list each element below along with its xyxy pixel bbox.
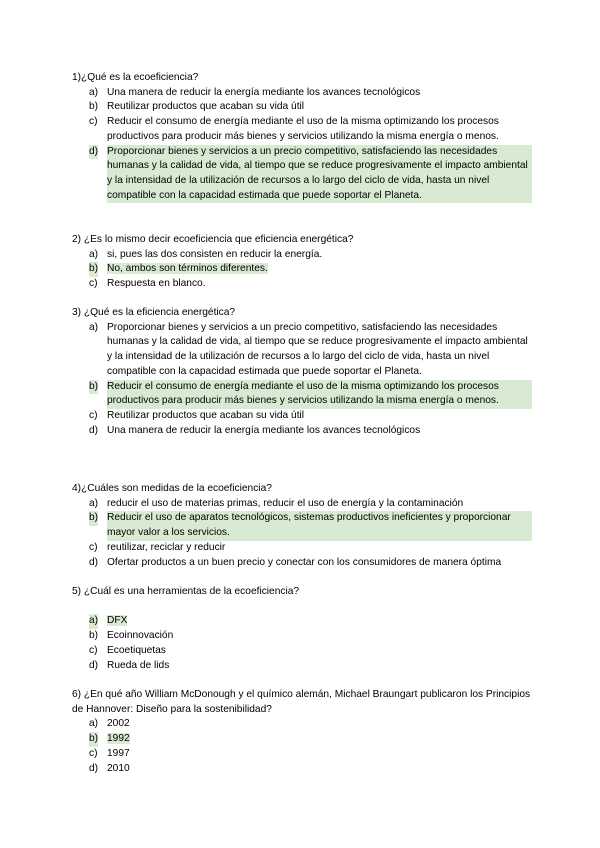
option-a: a) Proporcionar bienes y servicios a un precio competitivo, satisfaciendo las necesidades humanas y la calidad de vida, al tiempo que se reduce progresivamente el impacto ambiental y la intensidad de la utilización de recursos a lo largo del ciclo de vida, hasta un nivel compatible con la capacidad estimada que puede soportar el Planeta.	[89, 321, 528, 377]
question-text: 4)¿Cuáles son medidas de la ecoeficiencia?	[72, 483, 272, 494]
option-b: b) Reutilizar productos que acaban su vida útil	[89, 101, 305, 113]
option-d-highlighted: d) Proporcionar bienes y servicios a un precio competitivo, satisfaciendo las necesidades humanas y la calidad de vida, al tiempo que se reduce progresivamente el impacto ambiental y la intensidad de la utilización de recursos a lo largo del ciclo de vida, hasta un nivel compatible con la capacidad estimada que puede soportar el Planeta.	[72, 145, 532, 204]
option-c: c) Reutilizar productos que acaban su vida útil	[89, 409, 305, 421]
option-a: a) reducir el uso de materias primas, reducir el uso de energía y la contaminación	[89, 497, 464, 509]
option-c: c) Reducir el consumo de energía mediante el uso de la misma optimizando los procesos productivos para producir más bienes y servicios utilizando la misma energía o menos.	[89, 116, 499, 142]
option-list	[72, 497, 532, 571]
option-a-highlighted: a) DFX	[72, 614, 532, 629]
option-a: a) si, pues las dos consisten en reducir la energía.	[89, 248, 323, 260]
option-list	[72, 248, 532, 292]
question-4	[72, 482, 532, 570]
question-text: 1)¿Qué es la ecoeficiencia?	[72, 72, 199, 83]
option-list	[72, 717, 532, 776]
option-b-highlighted: b) No, ambos son términos diferentes.	[72, 262, 532, 277]
option-d: d) Una manera de reducir la energía mediante los avances tecnológicos	[89, 424, 421, 436]
question-text: 3) ¿Qué es la eficiencia energética?	[72, 307, 236, 318]
option-a: a) 2002	[89, 718, 130, 730]
option-list	[72, 86, 532, 204]
question-3	[72, 306, 532, 438]
question-text: 6) ¿En qué año William McDonough y el químico alemán, Michael Braungart publicaron los Principios de Hannover: Diseño para la sostenibilidad?	[72, 689, 531, 715]
option-d: d) 2010	[89, 762, 130, 774]
option-c: c) reutilizar, reciclar y reducir	[89, 541, 226, 553]
option-c: c) Ecoetiquetas	[89, 644, 166, 656]
question-2	[72, 233, 532, 292]
option-b: b) Ecoinnovación	[89, 630, 174, 642]
question-1	[72, 71, 532, 203]
question-text: 2) ¿Es lo mismo decir ecoeficiencia que eficiencia energética?	[72, 234, 354, 245]
option-list	[72, 321, 532, 439]
blank-line	[72, 600, 532, 615]
option-d: d) Ofertar productos a un buen precio y conectar con los consumidores de manera óptima	[89, 556, 502, 568]
option-b-highlighted: b) 1992	[72, 732, 532, 747]
option-b-highlighted: b) Reducir el uso de aparatos tecnológicos, sistemas productivos ineficientes y proporcionar mayor valor a los servicios.	[72, 511, 532, 540]
question-5	[72, 585, 532, 673]
option-c: c) 1997	[89, 747, 130, 759]
option-list	[72, 614, 532, 673]
option-d: d) Rueda de lids	[89, 659, 170, 671]
option-c: c) Respuesta en blanco.	[89, 278, 206, 290]
option-b-highlighted: b) Reducir el consumo de energía mediante el uso de la misma optimizando los procesos productivos para producir más bienes y servicios utilizando la misma energía o menos.	[72, 380, 532, 409]
option-a: a) Una manera de reducir la energía mediante los avances tecnológicos	[89, 86, 421, 98]
question-text: 5) ¿Cuál es una herramientas de la ecoeficiencia?	[72, 586, 300, 597]
question-6	[72, 688, 532, 776]
